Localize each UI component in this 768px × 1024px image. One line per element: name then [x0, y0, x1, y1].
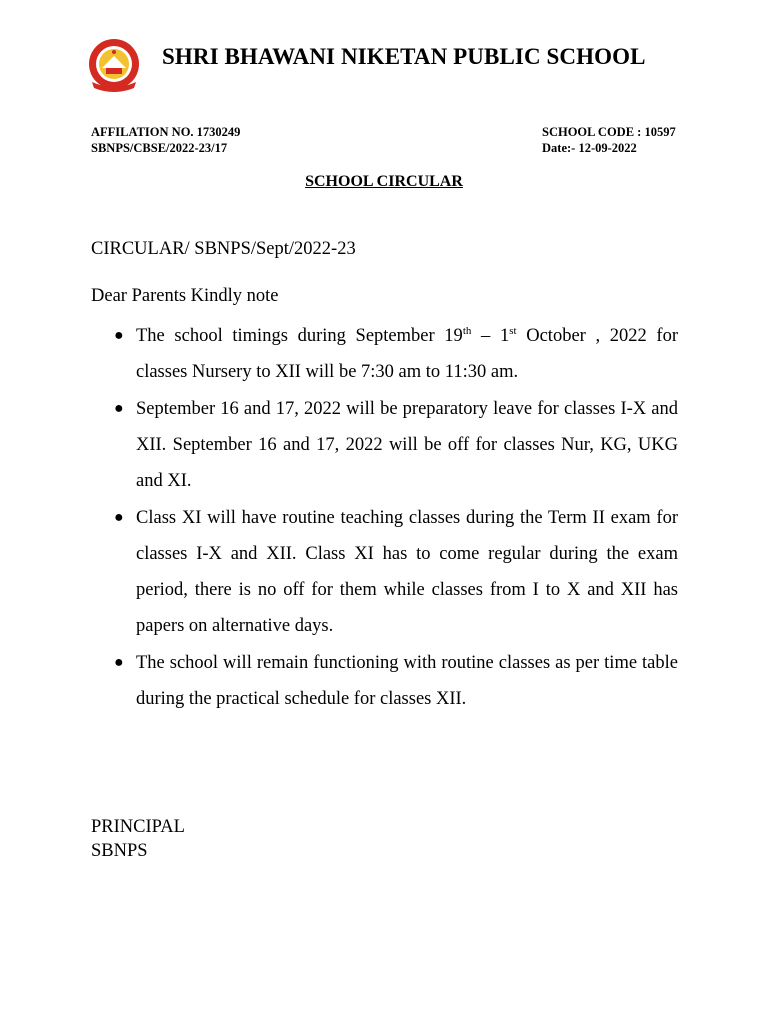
circular-date: Date:- 12-09-2022 [542, 141, 637, 155]
bullet-icon: ● [114, 509, 124, 526]
point-text: September 16 and 17, 2022 will be preparatory leave for classes I-X and XII. September 16 and 17, 2022 will be off for classes Nur, KG, UKG and XI. [136, 399, 678, 491]
school-code: SCHOOL CODE : 10597 [542, 125, 676, 139]
notice-point-timings [114, 318, 679, 390]
school-logo [86, 38, 142, 96]
bullet-icon: ● [114, 327, 124, 344]
bullet-icon: ● [114, 400, 124, 417]
circular-reference: CIRCULAR/ SBNPS/Sept/2022-23 [91, 239, 356, 259]
bullet-icon: ● [114, 654, 124, 671]
affiliation-number: AFFILATION NO. 1730249 [91, 125, 241, 139]
signature-org: SBNPS [91, 841, 148, 861]
point-text: October , 2022 for classes Nursery to XII will be 7:30 am to 11:30 am. [136, 326, 679, 382]
header-right-meta [542, 124, 676, 156]
notice-point-leave [114, 391, 678, 499]
notice-point-practical [114, 645, 678, 717]
circular-title [0, 173, 768, 191]
point-text: The school timings during September 19 [136, 326, 463, 346]
point-text: The school will remain functioning with routine classes as per time table during the practical schedule for classes XII. [136, 653, 678, 709]
reference-number: SBNPS/CBSE/2022-23/17 [91, 141, 228, 155]
superscript: st [509, 324, 517, 337]
school-name: SHRI BHAWANI NIKETAN PUBLIC SCHOOL [162, 44, 646, 69]
point-text: – 1 [471, 326, 510, 346]
header-left-meta [91, 124, 240, 156]
point-text: Class XI will have routine teaching classes during the Term II exam for classes I-X and XII. Class XI has to come regular during the exam period, there is no off for them while classes from I to X and XII has papers on alternative days. [136, 508, 678, 636]
superscript: th [462, 324, 472, 337]
notice-point-class-xi [114, 500, 678, 644]
signature-designation: PRINCIPAL [91, 817, 185, 837]
notice-points [114, 318, 679, 718]
greeting: Dear Parents Kindly note [91, 286, 279, 306]
circular-title-text: SCHOOL CIRCULAR [305, 173, 463, 190]
signature-block [91, 815, 185, 863]
